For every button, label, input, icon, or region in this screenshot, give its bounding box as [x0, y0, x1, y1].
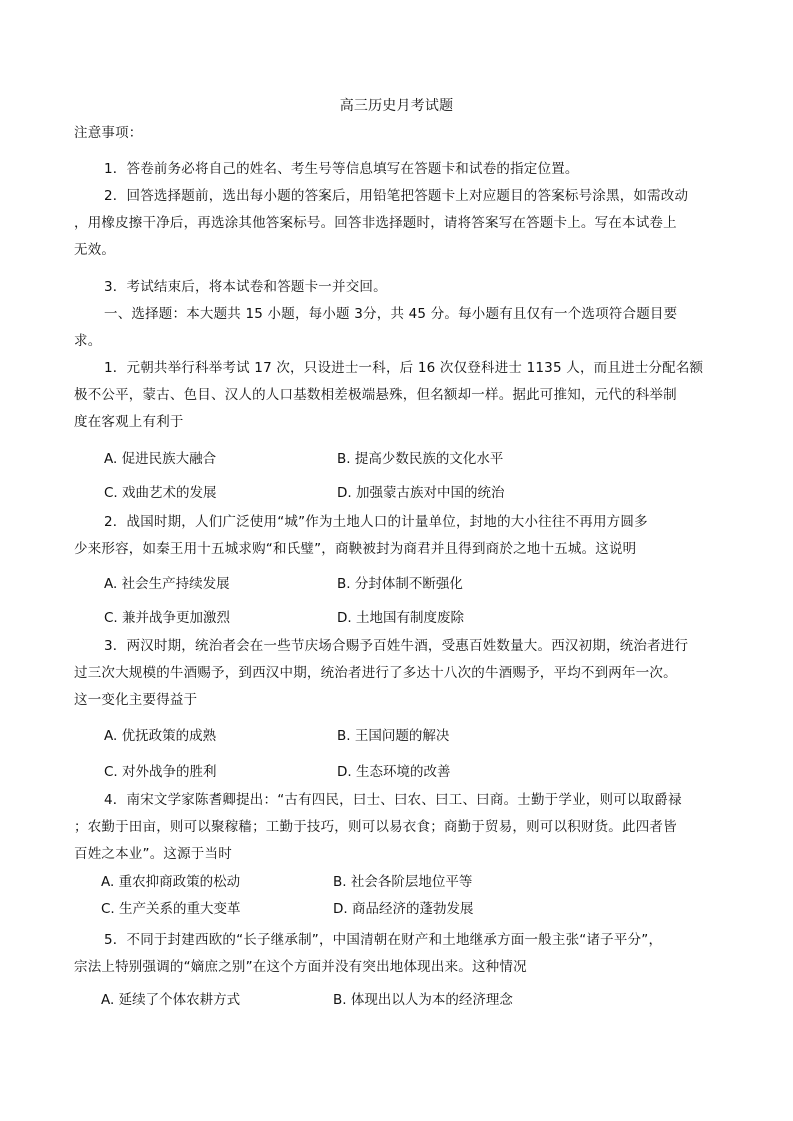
notice-item-1: 1．答卷前务必将自己的姓名、考生号等信息填写在答题卡和试卷的指定位置。 [104, 161, 579, 177]
section-heading-line-2: 求。 [74, 333, 102, 349]
question-4-option-a[interactable]: A. 重农抑商政策的松动 [101, 874, 241, 890]
notice-item-3: 3．考试结束后，将本试卷和答题卡一并交回。 [104, 279, 387, 295]
question-2-line-2: 少来形容，如秦王用十五城求购“和氏璧”，商鞅被封为商君并且得到商於之地十五城。这说明 [74, 541, 637, 557]
question-1-option-d[interactable]: D. 加强蒙古族对中国的统治 [337, 485, 505, 501]
question-3-line-2: 过三次大规模的牛酒赐予，到西汉中期，统治者进行了多达十八次的牛酒赐予，平均不到两年一次。 [74, 665, 677, 681]
question-5-option-b[interactable]: B. 体现出以人为本的经济理念 [333, 992, 513, 1008]
question-1-option-b[interactable]: B. 提高少数民族的文化水平 [337, 451, 504, 467]
question-2-option-d[interactable]: D. 土地国有制度废除 [337, 610, 464, 626]
question-2-option-a[interactable]: A. 社会生产持续发展 [104, 576, 230, 592]
question-4-line-3: 百姓之本业”。这源于当时 [74, 846, 232, 862]
question-1-line-2: 极不公平，蒙古、色目、汉人的人口基数相差极端悬殊，但名额却一样。据此可推知，元代的科举制 [74, 387, 677, 403]
notice-item-2-line-2: ，用橡皮擦干净后，再选涂其他答案标号。回答非选择题时，请将答案写在答题卡上。写在本试卷上 [74, 215, 677, 231]
section-heading-line-1: 一、选择题：本大题共 15 小题，每小题 3分，共 45 分。每小题有且仅有一个选项符合题目要 [104, 306, 678, 322]
notice-heading: 注意事项： [74, 125, 143, 141]
question-3-option-c[interactable]: C. 对外战争的胜利 [104, 764, 217, 780]
question-2-option-b[interactable]: B. 分封体制不断强化 [337, 576, 463, 592]
question-5-line-1: 5．不同于封建西欧的“长子继承制”，中国清朝在财产和土地继承方面一般主张“诸子平分”， [104, 932, 663, 948]
question-4-line-1: 4．南宋文学家陈耆卿提出：“古有四民，曰士、曰农、曰工、曰商。士勤于学业，则可以取爵禄 [104, 792, 682, 808]
question-5-option-a[interactable]: A. 延续了个体农耕方式 [101, 992, 241, 1008]
question-4-option-b[interactable]: B. 社会各阶层地位平等 [333, 874, 473, 890]
question-3-option-d[interactable]: D. 生态环境的改善 [337, 764, 451, 780]
question-1-line-3: 度在客观上有利于 [74, 414, 184, 430]
notice-item-2-line-3: 无效。 [74, 242, 116, 258]
page-title: 高三历史月考试题 [339, 98, 454, 114]
question-1-option-c[interactable]: C. 戏曲艺术的发展 [104, 485, 217, 501]
question-4-option-c[interactable]: C. 生产关系的重大变革 [101, 901, 241, 917]
question-1-line-1: 1．元朝共举行科举考试 17 次，只设进士一科，后 16 次仅登科进士 1135 人，而且进士分配名额 [104, 360, 704, 376]
question-1-option-a[interactable]: A. 促进民族大融合 [104, 451, 217, 467]
question-3-option-b[interactable]: B. 王国问题的解决 [337, 728, 450, 744]
question-3-line-1: 3．两汉时期，统治者会在一些节庆场合赐予百姓牛酒，受惠百姓数量大。西汉初期，统治者进行 [104, 638, 689, 654]
question-4-option-d[interactable]: D. 商品经济的蓬勃发展 [333, 901, 474, 917]
question-5-line-2: 宗法上特别强调的“嫡庶之别”在这个方面并没有突出地体现出来。这种情况 [74, 959, 527, 975]
question-3-line-3: 这一变化主要得益于 [74, 692, 198, 708]
question-4-line-2: ；农勤于田亩，则可以聚稼穑；工勤于技巧，则可以易衣食；商勤于贸易，则可以积财货。此四者皆 [74, 819, 677, 835]
question-2-line-1: 2．战国时期，人们广泛使用“城”作为土地人口的计量单位，封地的大小往往不再用方圆多 [104, 514, 648, 530]
question-2-option-c[interactable]: C. 兼并战争更加激烈 [104, 610, 231, 626]
notice-item-2-line-1: 2．回答选择题前，选出每小题的答案后，用铅笔把答题卡上对应题目的答案标号涂黑，如需改动 [104, 188, 689, 204]
question-3-option-a[interactable]: A. 优抚政策的成熟 [104, 728, 217, 744]
